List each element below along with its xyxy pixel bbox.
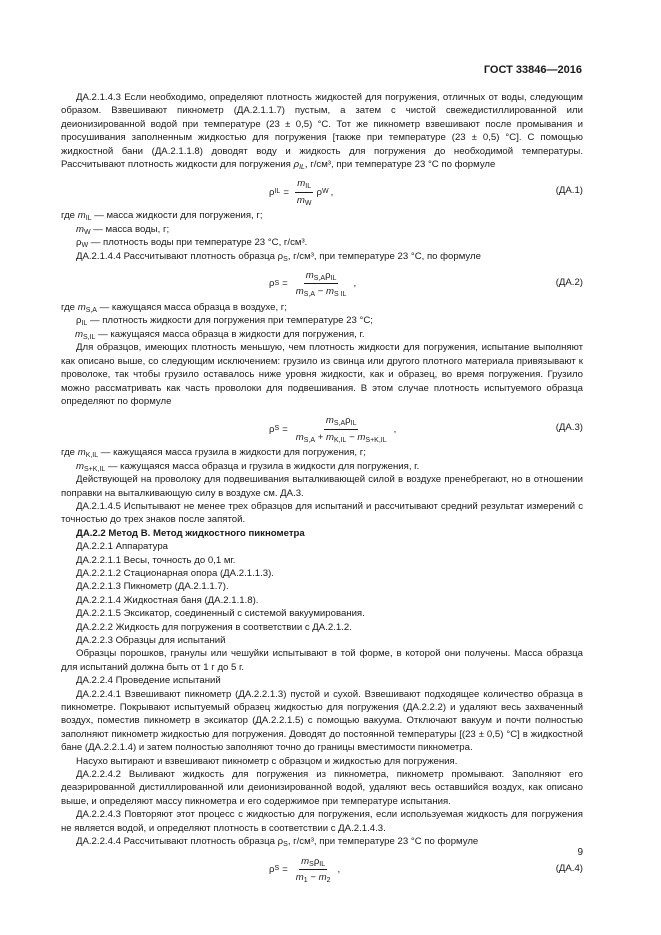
definition-item: где $m_{K,IL}$ — кажущаяся масса грузила в жидкости для погружения, г; — [61, 447, 366, 460]
paragraph: ДА.2.2.1 Аппаратура — [76, 541, 169, 553]
equation: ρ S = $\frac{m_{S,A}\rho_{IL}}{m_{S,A} + m_{K,IL} - m_{S+K,IL}}$ , — [269, 415, 397, 444]
paragraph: ДА.2.2.4.3 Повторяют этот процесс с жидкостью для погружения, если используемая жидкость для погружения не является водой, и определяют плотность в соответствии с ДА.2.1.4.3. — [61, 809, 583, 834]
paragraph: ДА.2.2.1.3 Пикнометр (ДА.2.1.1.7). — [76, 581, 229, 593]
fraction: $\frac{m_{S,A}\rho_{IL}}{m_{S,A} - m_{S IL}}$ — [295, 270, 347, 299]
formula-da3 — [61, 414, 583, 444]
definition-item: $m_{S,IL}$ — кажущаяся масса образца в жидкости для погружения, г. — [75, 328, 365, 341]
definition-list — [61, 446, 583, 473]
paragraph: ДА.2.2.4.2 Выливают жидкость для погружения из пикнометра, пикнометр промывают. Заполняют его деаэрированной дистиллированной или деионизированной водой, удаляют весь оставшийся воздух, как описано выше, и определяют массу пикнометра и его содержимое при температуре испытания. — [61, 769, 583, 807]
formula-number: (ДА.2) — [555, 277, 583, 289]
definition-item: где $m_{IL}$ — масса жидкости для погружения, г; — [61, 210, 263, 223]
paragraph: Образцы порошков, гранулы или чешуйки испытывают в той форме, в которой они получены. Масса образца для испытаний должна быть от 1 г до 5 г. — [61, 648, 583, 673]
paragraph: ДА.2.2.1.2 Стационарная опора (ДА.2.1.1.3). — [76, 567, 274, 579]
document-header: ГОСТ 33846—2016 — [483, 64, 582, 76]
equation: ρ IL = $\frac{m_{IL}}{m_W}$ ρ W , — [269, 178, 334, 207]
paragraph: ДА.2.2.4.1 Взвешивают пикнометр (ДА.2.2.1.3) пустой и сухой. Взвешивают подходящее количество образца в пикнометре. Покрывают испытуемый образец жидкостью для погружения (ДА.2.2.2) и удаляют весь захваченный воздух, поместив пикнометр в эксикатор (ДА.2.2.1.5) с помощью вакуума. Отключают вакуум и почти полностью заполняют пикнометр жидкостью для погружения. Доводят до постоянной температуры [(23 ± 0,5) °С] в жидкостной бане (ДА.2.2.1.4) и затем полностью заполняют точно до границы вместимости пикнометра. — [61, 688, 583, 754]
paragraph: Насухо вытирают и взвешивают пикнометр с образцом и жидкостью для погружения. — [76, 755, 458, 767]
fraction: $\frac{m_{S,A}\rho_{IL}}{m_{S,A} + m_{K,IL} - m_{S+K,IL}}$ — [295, 415, 387, 444]
formula-da4 — [61, 855, 583, 884]
paragraph: ДА.2.2 Метод В. Метод жидкостного пикнометра — [76, 527, 305, 539]
paragraph: ДА.2.1.4.3 Если необходимо, определяют плотность жидкостей для погружения, отличных от воды, следующим образом. Взвешивают пикнометр (ДА.2.1.1.7) пустым, а затем с чистой свежедистиллированной или деионизированной водой при температуре (23 ± 0,5) °С. Тот же пикнометр взвешивают после промывания и просушивания заполненным жидкостью для погружения [также при температуре (23 ± 0,5) °С]. С помощью жидкостной бани (ДА.2.1.1.8) доводят воду и жидкость для погружения до необходимой температуры. Рассчитывают плотность жидкости для погружения $\rho_{IL}$, г/см³, при температуре 23 °С по формуле — [61, 92, 583, 172]
definition-item: $\rho_{IL}$ — плотность жидкости для погружения при температуре 23 °С; — [76, 315, 373, 328]
paragraph: ДА.2.1.4.5 Испытывают не менее трех образцов для испытаний и рассчитывают средний результат измерений с точностью до трех знаков после запятой. — [61, 500, 583, 526]
paragraph: Действующей на проволоку для подвешивания выталкивающей силой в воздухе пренебрегают, но в отношении поправки на выталкивающую силу в воздухе см. ДА.3. — [61, 474, 583, 499]
formula-number: (ДА.4) — [555, 862, 583, 874]
fraction: $\frac{m_{IL}}{m_W}$ — [296, 178, 312, 207]
paragraph: ДА.2.2.3 Образцы для испытаний — [76, 635, 226, 646]
paragraph: ДА.2.2.4.4 Рассчитывают плотность образца $\rho_S$, г/см³, при температуре 23 °С по формуле — [76, 836, 479, 849]
definition-item: $m_{S+K,IL}$ — кажущаяся масса образца и грузила в жидкости для погружения, г. — [76, 460, 420, 473]
paragraph: ДА.2.2.1.1 Весы, точность до 0,1 мг. — [76, 554, 236, 566]
paragraph: ДА.2.1.4.4 Рассчитывают плотность образца $\rho_S$, г/см³, при температуре 23 °С, по формуле — [76, 250, 481, 263]
formula-number: (ДА.3) — [555, 422, 583, 434]
symbol: $\rho_{IL}$ — [293, 159, 305, 172]
paragraph-group — [61, 473, 583, 835]
formula-da2 — [61, 269, 583, 299]
definition-list — [61, 301, 583, 341]
paragraph: ДА.2.2.1.5 Эксикатор, соединенный с системой вакуумирования. — [76, 608, 365, 620]
fraction: $\frac{m_S\rho_{IL}}{m_1 - m_2}$ — [295, 855, 331, 884]
equation: ρ S = $\frac{m_S\rho_{IL}}{m_1 - m_2}$ , — [269, 855, 341, 884]
definition-list — [61, 209, 583, 249]
definition-item: где $m_{S,A}$ — кажущаяся масса образца в воздухе, г; — [61, 302, 287, 315]
paragraph: ДА.2.2.1.4 Жидкостная баня (ДА.2.1.1.8). — [76, 594, 259, 606]
page-number: 9 — [577, 847, 583, 858]
formula-da1 — [61, 177, 583, 207]
page-content — [61, 91, 583, 887]
definition-item: $\rho_W$ — плотность воды при температуре 23 °С, г/см³. — [76, 237, 308, 250]
paragraph: ДА.2.2.2 Жидкость для погружения в соответствии с ДА.2.1.2. — [76, 621, 352, 633]
paragraph: ДА.2.2.4 Проведение испытаний — [76, 675, 221, 687]
formula-number: (ДА.1) — [555, 185, 583, 197]
equation: ρ S = $\frac{m_{S,A}\rho_{IL}}{m_{S,A} - m_{S IL}}$ , — [269, 270, 357, 299]
definition-item: $m_W$ — масса воды, г; — [76, 223, 170, 236]
paragraph: Для образцов, имеющих плотность меньшую, чем плотность жидкости для погружения, испытание выполняют как описано выше, со следующим исключением: грузило из свинца или другого плотного материала привязывают к проволоке, так чтобы грузило оставалось ниже уровня жидкости, как и образец, во время погружения. Грузило можно рассматривать как часть проволоки для подвешивания. В этом случае плотность испытуемого образца определяют по формуле — [61, 342, 583, 407]
